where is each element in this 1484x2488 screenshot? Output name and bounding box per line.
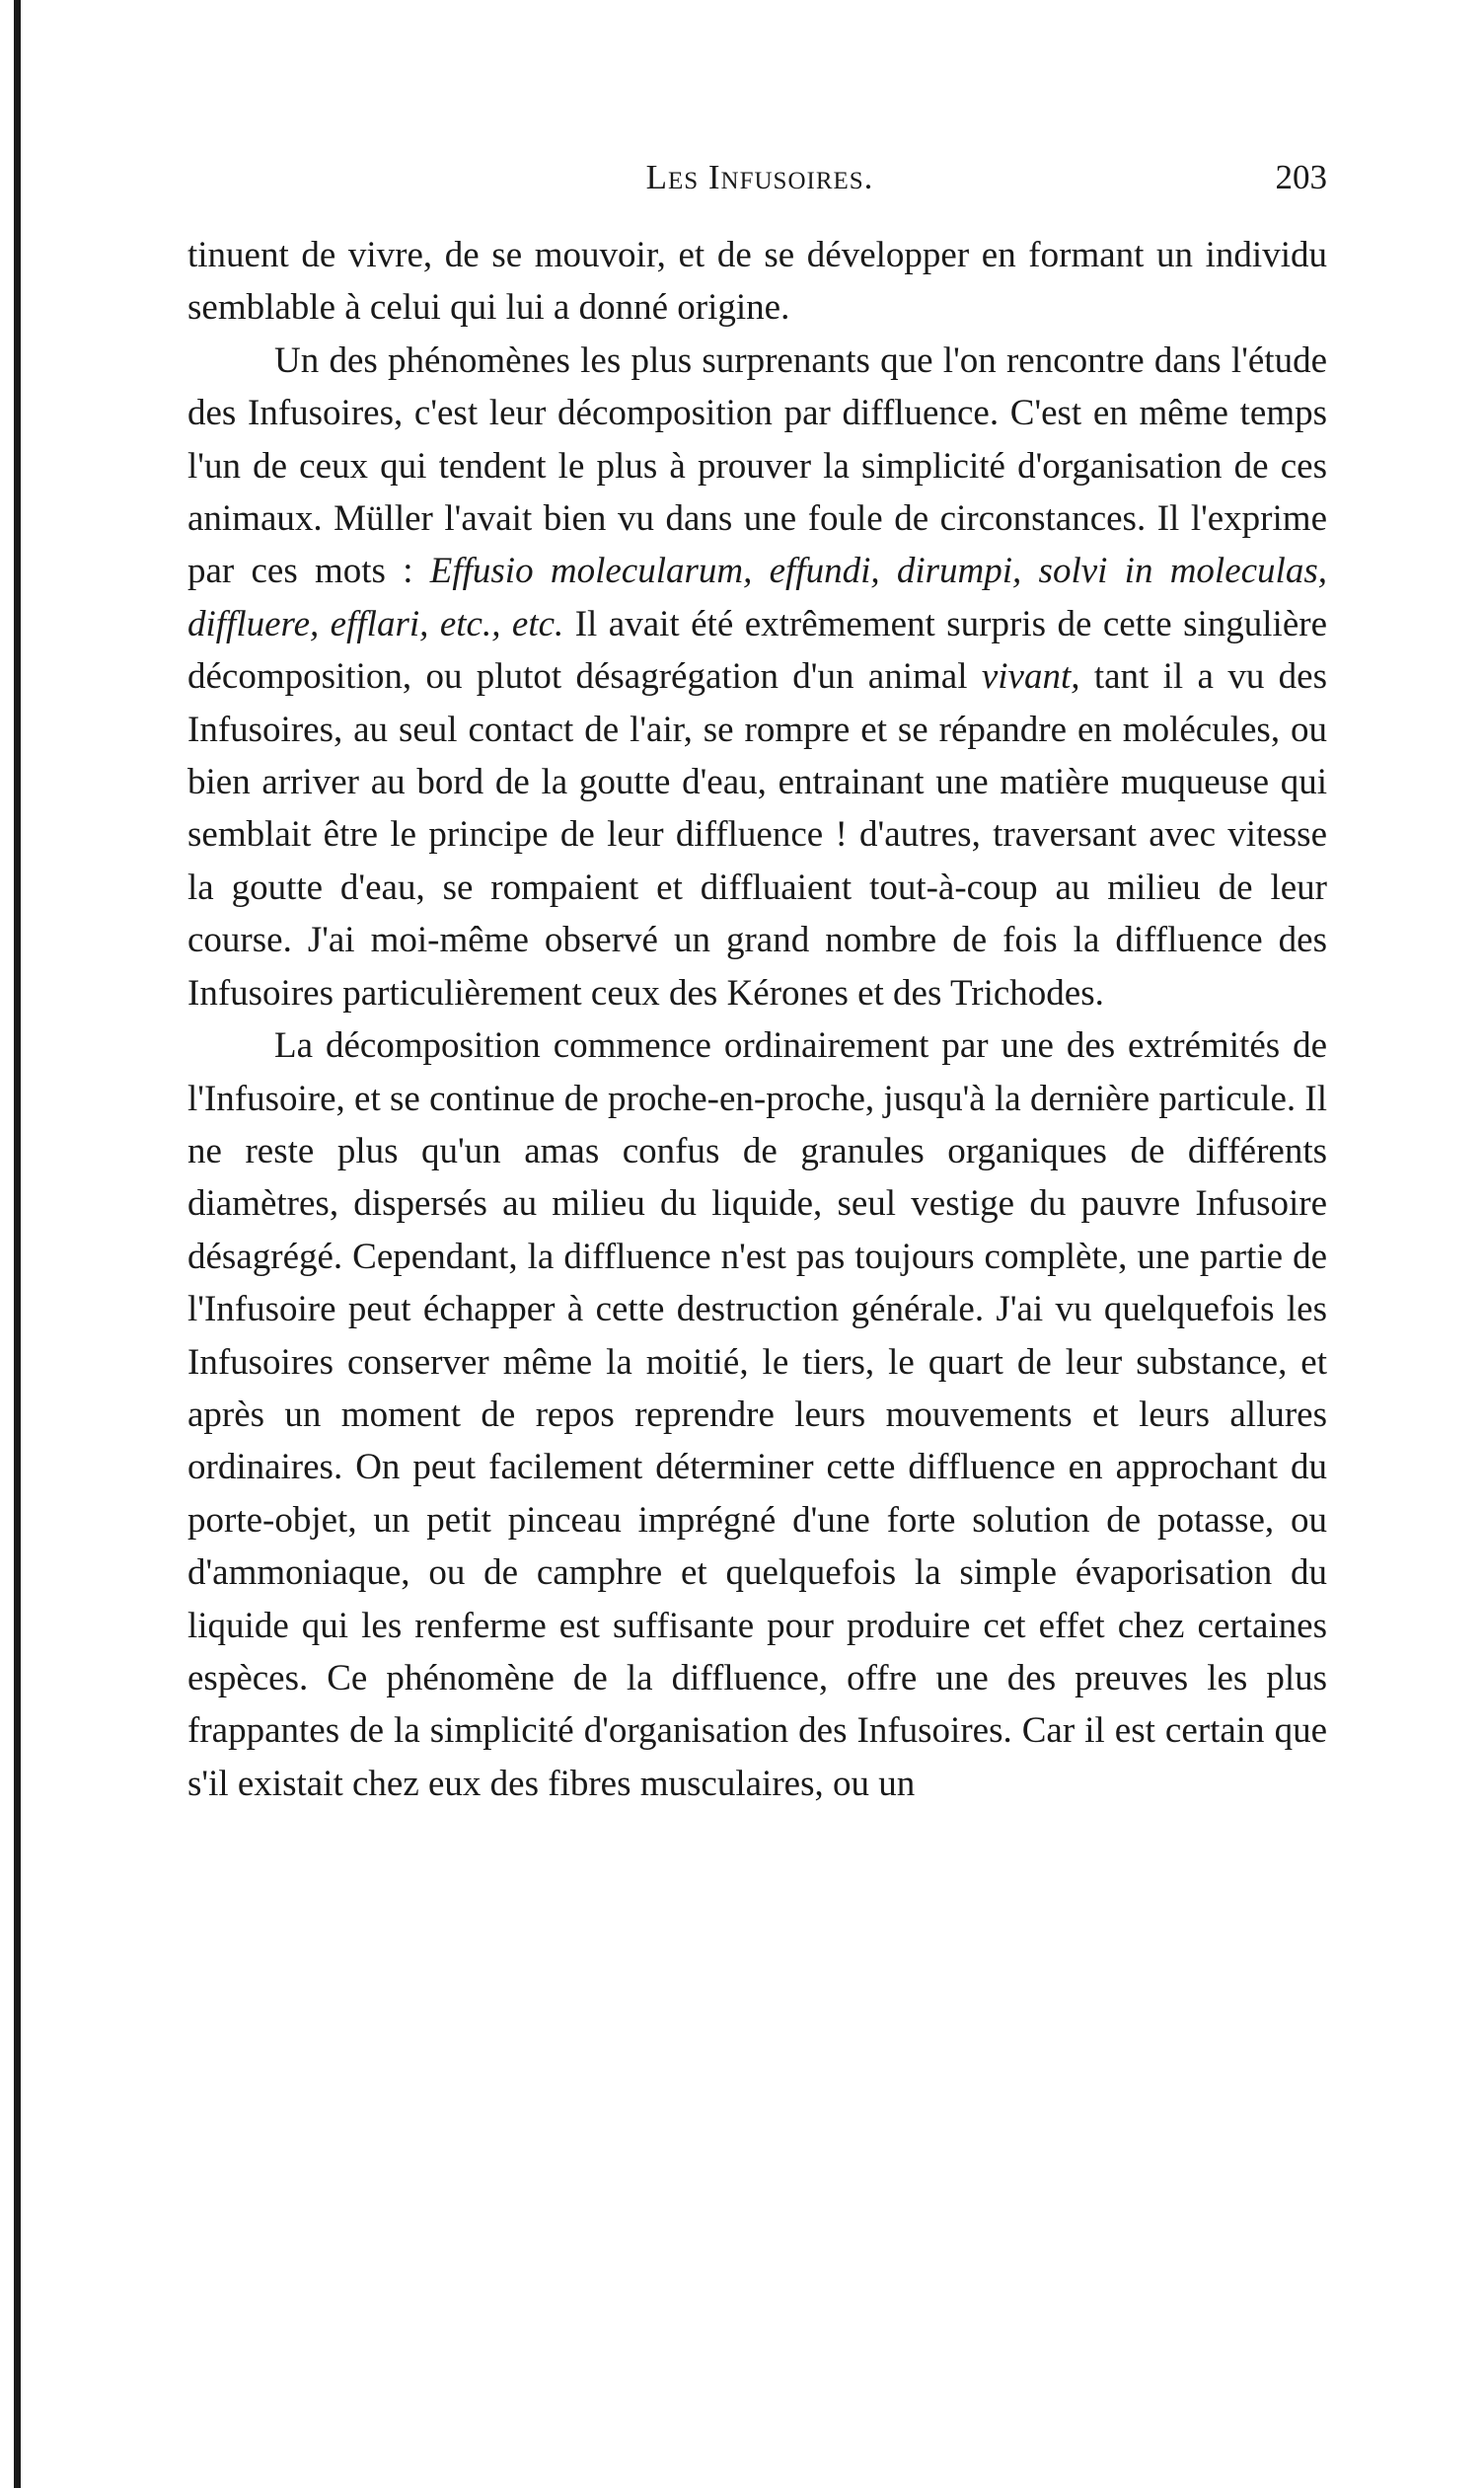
text-segment: tinuent de vivre, de se mouvoir, et de se développer en formant un individu semblable à celui qui lui a donné origine. [187,235,1327,329]
text-segment: La décomposition commence ordinairement par une des extrémités de l'Infusoire, et se continue de proche-en-proche, jusqu'à la dernière particule. Il ne reste plus qu'un amas confus de granules organiques de différents diamètres, dispersés au milieu du liquide, seul vestige du pauvre Infusoire désagrégé. Cependant, la diffluence n'est pas toujours complète, une partie de l'Infusoire peut échapper à cette destruction générale. J'ai vu quelquefois les Infusoires conserver même la moitié, le tiers, le quart de leur substance, et après un moment de repos reprendre leurs mouvements et leurs allures ordinaires. On peut facilement déterminer cette diffluence en approchant du porte-objet, un petit pinceau imprégné d'une forte solution de potasse, ou d'ammoniaque, ou de camphre et quelquefois la simple évaporisation du liquide qui les renferme est suffisante pour produire cet effet chez certaines espèces. Ce phénomène de la diffluence, offre une des preuves les plus frappantes de la simplicité d'organisation des Infusoires. Car il est certain que s'il existait chez eux des fibres musculaires, ou un [187,1025,1327,1804]
body-text [187,229,1327,1810]
page-number: 203 [1275,158,1327,196]
page-header [192,156,1327,199]
text-segment: Il avait été extrêmement surpris de cette singulière décomposition, ou plutot désagrégation d'un animal [187,603,1327,698]
running-title: Les Infusoires. [645,158,874,196]
text-segment: tant il a vu des Infusoires, au seul contact de l'air, se rompre et se répandre en molécules, ou bien arriver au bord de la goutte d'eau, entrainant une matière muqueuse qui semblait être le principe de leur diffluence ! d'autres, traversant avec vitesse la goutte d'eau, se rompaient et diffluaient tout-à-coup au milieu de leur course. J'ai moi-même observé un grand nombre de fois la diffluence des Infusoires particulièrement ceux des Kérones et des Trichodes. [187,656,1327,1014]
page-binding-edge [14,0,21,2488]
text-segment: Un des phénomènes les plus surprenants que l'on rencontre dans l'étude des Infusoires, c'est leur décomposition par diffluence. C'est en même temps l'un de ceux qui tendent le plus à prouver la simplicité d'organisation de ces animaux. Müller l'avait bien vu dans une foule de circonstances. Il l'exprime par ces mots : [187,339,1327,592]
italic-text-segment: vivant, [981,656,1080,698]
paragraph-diffluence-intro [187,335,1327,1019]
italic-text-segment: Effusio molecularum, effundi, dirumpi, solvi in moleculas, diffluere, efflari, etc., etc. [187,551,1327,644]
paragraph-decomposition [187,1019,1327,1810]
paragraph-continued [187,229,1327,335]
